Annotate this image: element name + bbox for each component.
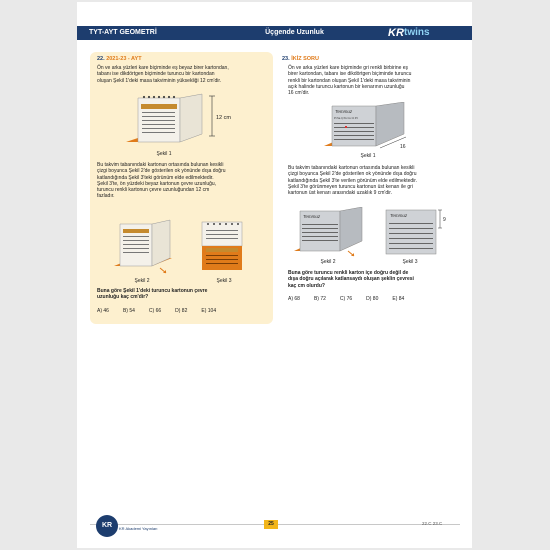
- text-line: kartonun üst kenarı arasındaki uzaklık 9 cm'dir.: [288, 190, 393, 197]
- figure-2-calendar: [110, 218, 176, 276]
- question-22-para2: [97, 162, 269, 200]
- text-line: katlandığında Şekil 3'teki görünüm elde edilmektedir.: [97, 174, 214, 181]
- course-title: TYT-AYT GEOMETRİ: [77, 26, 207, 40]
- text-line: 16 cm'dir.: [288, 90, 310, 97]
- question-23-panel: [282, 52, 462, 302]
- choice-c[interactable]: C) 66: [148, 308, 162, 314]
- text-line: birer kartondan, tabanı ise dikdörtgen biçiminde turuncu: [288, 71, 412, 78]
- choice-b[interactable]: B) 72: [313, 296, 326, 302]
- q23-figure-1-label: Şekil 1: [360, 153, 376, 159]
- header-bar: [77, 26, 472, 40]
- question-23-choices: [288, 296, 404, 302]
- q23-figure-2-label: Şekil 2: [320, 259, 336, 265]
- text-line: Buna göre Şekil 1'deki turuncu kartonun çevre: [97, 288, 208, 294]
- question-22-question: [97, 288, 269, 301]
- q23-figure-2-calendar: [290, 207, 370, 259]
- text-line: çizgi boyunca Şekil 2'de gösterilen ok yönünde dışa doğru: [288, 171, 417, 178]
- choice-d[interactable]: D) 82: [175, 308, 188, 314]
- text-line: çizgi boyunca Şekil 2'de gösterilen ok yönünde dışa doğru: [97, 168, 226, 175]
- text-line: açık halinde turuncu kartonun bir kenarının uzunluğu: [288, 83, 405, 90]
- publisher-logo: KR: [96, 515, 118, 537]
- measure-16: 16: [400, 144, 406, 150]
- text-line: Bu takvim tabanındaki kartonun ortasında bulunan kesikli: [97, 162, 224, 168]
- logo-kr: KR: [388, 27, 404, 39]
- text-line: Şekil 3'te görünmeyen turuncu kartonun üst kenarı ile gri: [288, 183, 413, 190]
- text-line: katlandığında Şekil 3'te verilen görünüm elde edilmektedir.: [288, 177, 418, 184]
- text-line: Ön ve arka yüzleri kare biçiminde eş beyaz birer kartondan,: [97, 65, 229, 71]
- measure-9: 9: [443, 217, 446, 223]
- question-23-heading: [282, 52, 462, 62]
- choice-c[interactable]: C) 76: [339, 296, 353, 302]
- choice-a[interactable]: A) 46: [97, 308, 109, 314]
- choice-b[interactable]: B) 54: [122, 308, 135, 314]
- figure-1-calendar: [118, 92, 248, 150]
- text-line: Bu takvim tabanındaki kartonun ortasında bulunan kesikli: [288, 165, 415, 171]
- text-line: uzunluğu kaç cm'dir?: [97, 294, 149, 301]
- back-card: [180, 94, 202, 142]
- question-22-panel: [90, 52, 273, 324]
- choice-e[interactable]: E) 84: [392, 296, 405, 302]
- logo-twins: twins: [404, 27, 430, 38]
- text-line: turuncu renkli kartonun çevre uzunluğundan 12 cm: [97, 187, 210, 194]
- page: [77, 2, 472, 548]
- choice-d[interactable]: D) 80: [366, 296, 379, 302]
- question-22-number: 22.: [97, 56, 105, 62]
- figure-1-label: Şekil 1: [156, 151, 172, 157]
- question-23-number: 23.: [282, 56, 290, 62]
- text-line: kaç cm olurdu?: [288, 282, 325, 289]
- q23-figure-3-calendar: [382, 206, 452, 260]
- weekdays-row: Pt Sa Ç Pe Cu Ct Pz: [334, 117, 358, 120]
- text-line: Buna göre turuncu renkli karton içe doğru değil de: [288, 270, 409, 276]
- text-line: renkli bir kartondan oluşan Şekil 1'deki masa takviminin: [288, 77, 411, 84]
- text-line: Ön ve arka yüzleri kare biçiminde gri renkli birbirine eş: [288, 65, 409, 71]
- page-number: 25: [264, 520, 278, 529]
- month-name: Temmuz: [390, 213, 408, 218]
- measure-12cm: 12 cm: [216, 115, 231, 121]
- topic-title: Üçgende Uzunluk: [207, 26, 382, 40]
- text-line: fazladır.: [97, 193, 115, 200]
- question-23-para1: [282, 65, 462, 96]
- text-line: dışa doğru açılarak katlansaydı oluşan şeklin çevresi: [288, 276, 414, 283]
- text-line: Şekil 3'te, ön yüzdeki beyaz kartonun çevre uzunluğu,: [97, 180, 217, 187]
- month-name: Temmuz: [335, 109, 353, 114]
- month-band: [141, 104, 177, 109]
- text-line: tabanı ise dikdörtgen biçiminde turuncu bir kartondan: [97, 71, 215, 78]
- q23-figure-3-label: Şekil 3: [402, 259, 418, 265]
- question-22-choices: [97, 308, 216, 314]
- answer-codes: 22.C 23.C: [422, 521, 443, 526]
- figure-3-label: Şekil 3: [216, 278, 232, 284]
- question-23-question: [288, 270, 464, 289]
- question-22-heading: [97, 56, 266, 62]
- question-22-para1: [97, 65, 266, 84]
- choice-e[interactable]: E) 104: [201, 308, 217, 314]
- figure-2-label: Şekil 2: [134, 278, 150, 284]
- question-23-tag: İKİZ SORU: [291, 56, 319, 62]
- question-23-para2: [288, 165, 464, 196]
- publisher-name: KR Akademi Yayınları: [119, 526, 158, 531]
- question-22-tag: 2021-23 - AYT: [106, 56, 142, 62]
- q23-figure-1-calendar: [320, 102, 430, 152]
- brand-logo: [382, 26, 472, 40]
- text-line: oluşan Şekil 1'deki masa takviminin yüksekliği 12 cm'dir.: [97, 77, 222, 84]
- choice-a[interactable]: A) 68: [288, 296, 300, 302]
- month-name: Temmuz: [303, 214, 321, 219]
- figure-3-calendar: [196, 218, 256, 276]
